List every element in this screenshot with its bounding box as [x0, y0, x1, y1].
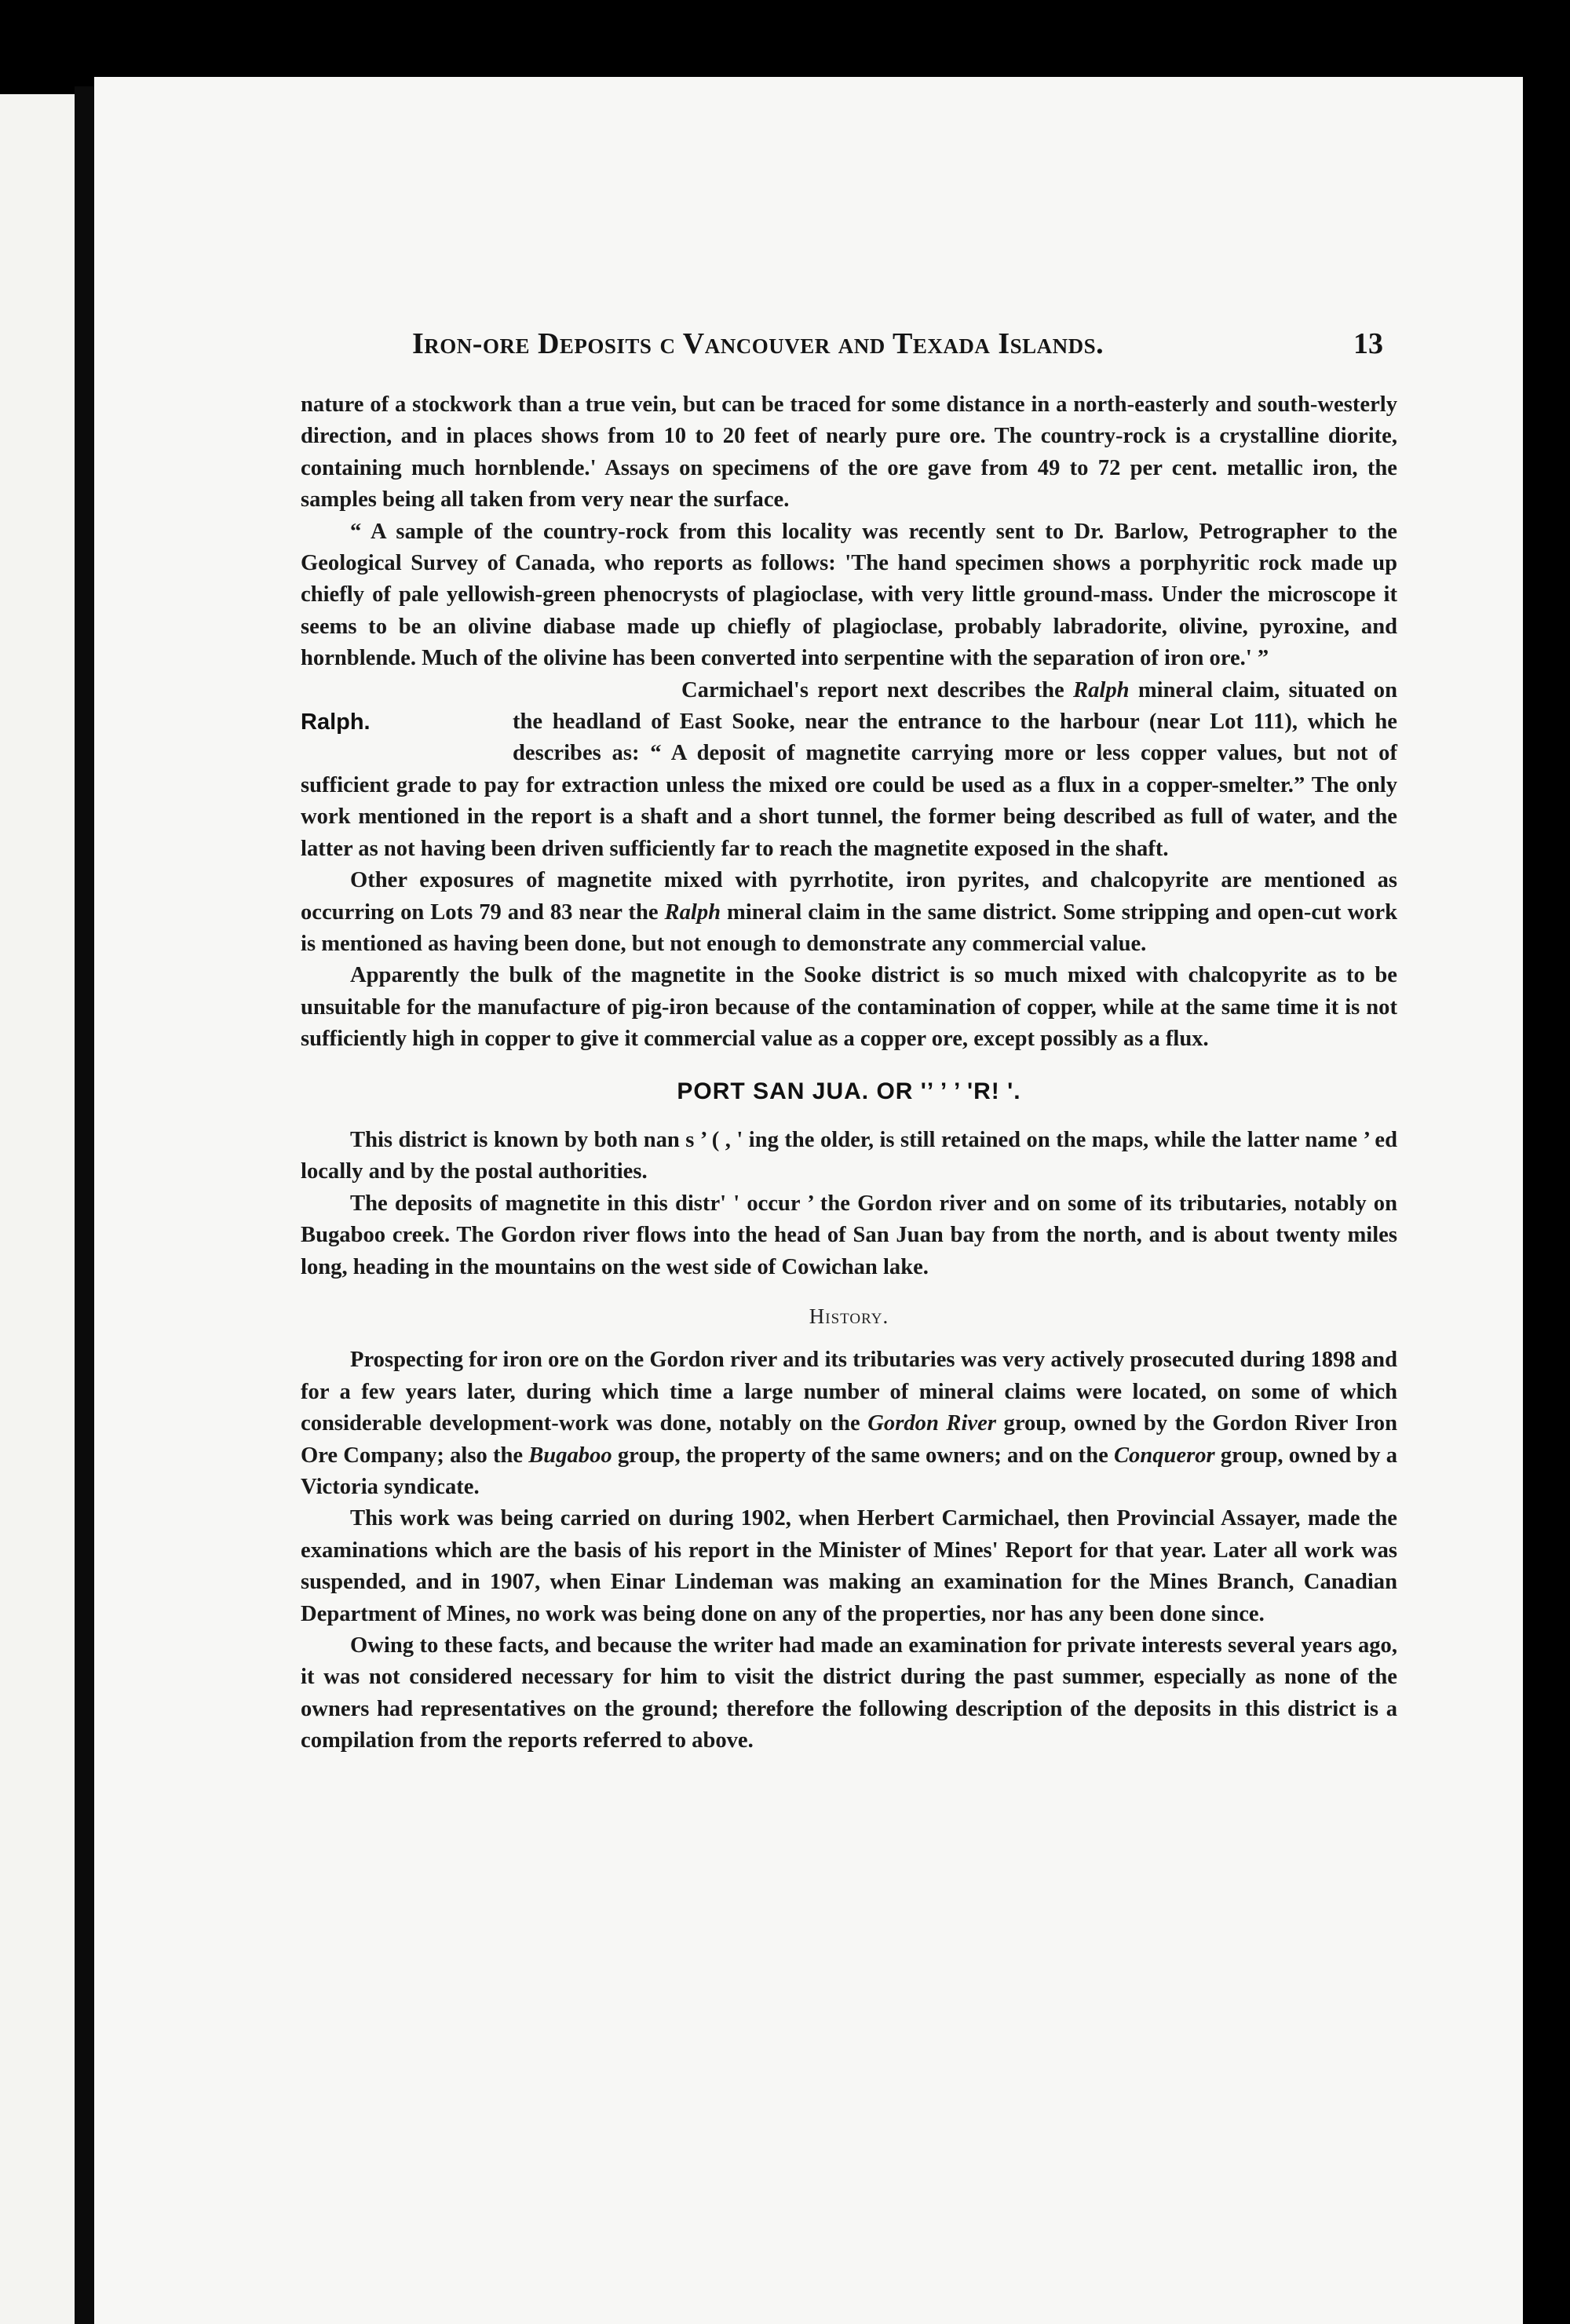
paragraph-carmichael-1902: This work was being carried on during 1902, when Herbert Carmichael, then Provincial Assayer, made the examinations which are the basis of his report in the Minister of Mines' Report for that year. Later all work was suspended, and in 1907, when Einar Lindeman was making an examination for the Mines Branch, Canadian Department of Mines, no work was being done on any of the properties, nor has any been done since. — [301, 1506, 1397, 1626]
ralph-text-after: mineral claim, situated on the headland of East Sooke, near the entrance to the harbour (near Lot 111), which he describes as: “ A deposit of magnetite carrying more or less copper values, but not of sufficient grade to pay for extraction unless the mixed ore could be used as a flux in a copper-smelter.” The only work mentioned in the report is a shaft and a short tunnel, the former being described as full of water, and the latter as not having been driven sufficiently far to reach the magnetite exposed in the shaft. — [301, 677, 1397, 861]
book-page — [94, 77, 1523, 2324]
exposures-claim-name: Ralph — [664, 899, 721, 925]
ralph-text-before: Carmichael's report next describes the — [681, 677, 1074, 702]
paragraph-prospecting — [301, 1344, 1397, 1503]
paragraph-continued: nature of a stockwork than a true vein, but can be traced for some distance in a north-easterly and south-westerly direction, and in places shows from 10 to 20 feet of nearly pure ore. The country-rock is a crystalline diorite, containing much hornblende.' Assays on specimens of the ore gave from 49 to 72 per cent. metallic iron, the samples being all taken from very near the surface. — [301, 392, 1397, 513]
prospecting-text-4: group, owned by a Victoria syndicate. — [301, 1443, 1397, 1499]
paragraph-gordon-river: The deposits of magnetite in this distr' ' occur ’ the Gordon river and on some of its tributaries, notably on Bugaboo creek. The Gordon river flows into the head of San Juan bay from the north, and is about twenty miles long, heading in the mountains on the west side of Cowichan lake. — [301, 1191, 1397, 1279]
ralph-section — [301, 675, 1397, 865]
section-heading-port-san-juan: PORT SAN JUA. OR '’ ’ ’ 'R! '. — [677, 1078, 1021, 1104]
paragraph-ralph — [301, 675, 1397, 865]
prospecting-text-3: group, the property of the same owners; and on the — [612, 1443, 1114, 1468]
paragraph-barlow-quote: “ A sample of the country-rock from this locality was recently sent to Dr. Barlow, Petrographer to the Geological Survey of Canada, who reports as follows: 'The hand specimen shows a porphyritic rock made up chiefly of pale yellowish-green phenocrysts of plagioclase, with very little ground-mass. Under the microscope it seems to be an olivine diabase made up chiefly of plagioclase, probably labradorite, olivine, pyroxine, and hornblende. Much of the olivine has been converted into serpentine with the separation of iron ore.' ” — [301, 519, 1397, 671]
paragraph-other-exposures — [301, 865, 1397, 960]
paragraph-district-names: This district is known by both nan s ’ ( , ' ing the older, is still retained on the maps, while the latter name ’ ed locally and by the postal authorities. — [301, 1127, 1397, 1184]
paragraph-sooke-magnetite: Apparently the bulk of the magnetite in the Sooke district is so much mixed with chalcopyrite as to be unsuitable for the manufacture of pig-iron because of the contamination of copper, while at the same time it is not sufficiently high in copper to give it commercial value as a copper ore, except possibly as a flux. — [301, 963, 1397, 1052]
side-note-ralph: Ralph. — [301, 709, 371, 735]
prospecting-text-2: group, owned by the Gordon River Iron Ore Company; also the — [301, 1411, 1397, 1468]
paragraph-compilation: Owing to these facts, and because the writer had made an examination for private interests several years ago, it was not considered necessary for him to visit the district during the past summer, especially as none of the owners had representatives on the ground; therefore the following description of the deposits in this district is a compilation from the reports referred to above. — [301, 1633, 1397, 1753]
running-title: Iron-ore Deposits c Vancouver and Texada Islands. — [412, 327, 1104, 360]
ralph-claim-name: Ralph — [1073, 677, 1130, 702]
page-number: 13 — [1353, 327, 1383, 360]
group-name-conqueror: Conqueror — [1113, 1443, 1215, 1468]
group-name-gordon-river: Gordon River — [867, 1411, 996, 1436]
group-name-bugaboo: Bugaboo — [528, 1443, 612, 1468]
subheading-history: History. — [809, 1304, 889, 1328]
page-body — [301, 389, 1397, 1757]
book-gutter — [75, 86, 94, 2324]
prospecting-text-1: Prospecting for iron ore on the Gordon river and its tributaries was very actively prosecuted during 1898 and for a few years later, during which time a large number of mineral claims were located, on some of which considerable development-work was done, notably on the — [301, 1348, 1397, 1436]
page-header — [94, 327, 1523, 366]
facing-page-edge — [0, 94, 75, 2324]
exposures-text-before: Other exposures of magnetite mixed with pyrrhotite, iron pyrites, and chalcopyrite are mentioned as occurring on Lots 79 and 83 near the — [301, 868, 1397, 925]
exposures-text-after: mineral claim in the same district. Some stripping and open-cut work is mentioned as having been done, but not enough to demonstrate any commercial value. — [301, 899, 1397, 956]
